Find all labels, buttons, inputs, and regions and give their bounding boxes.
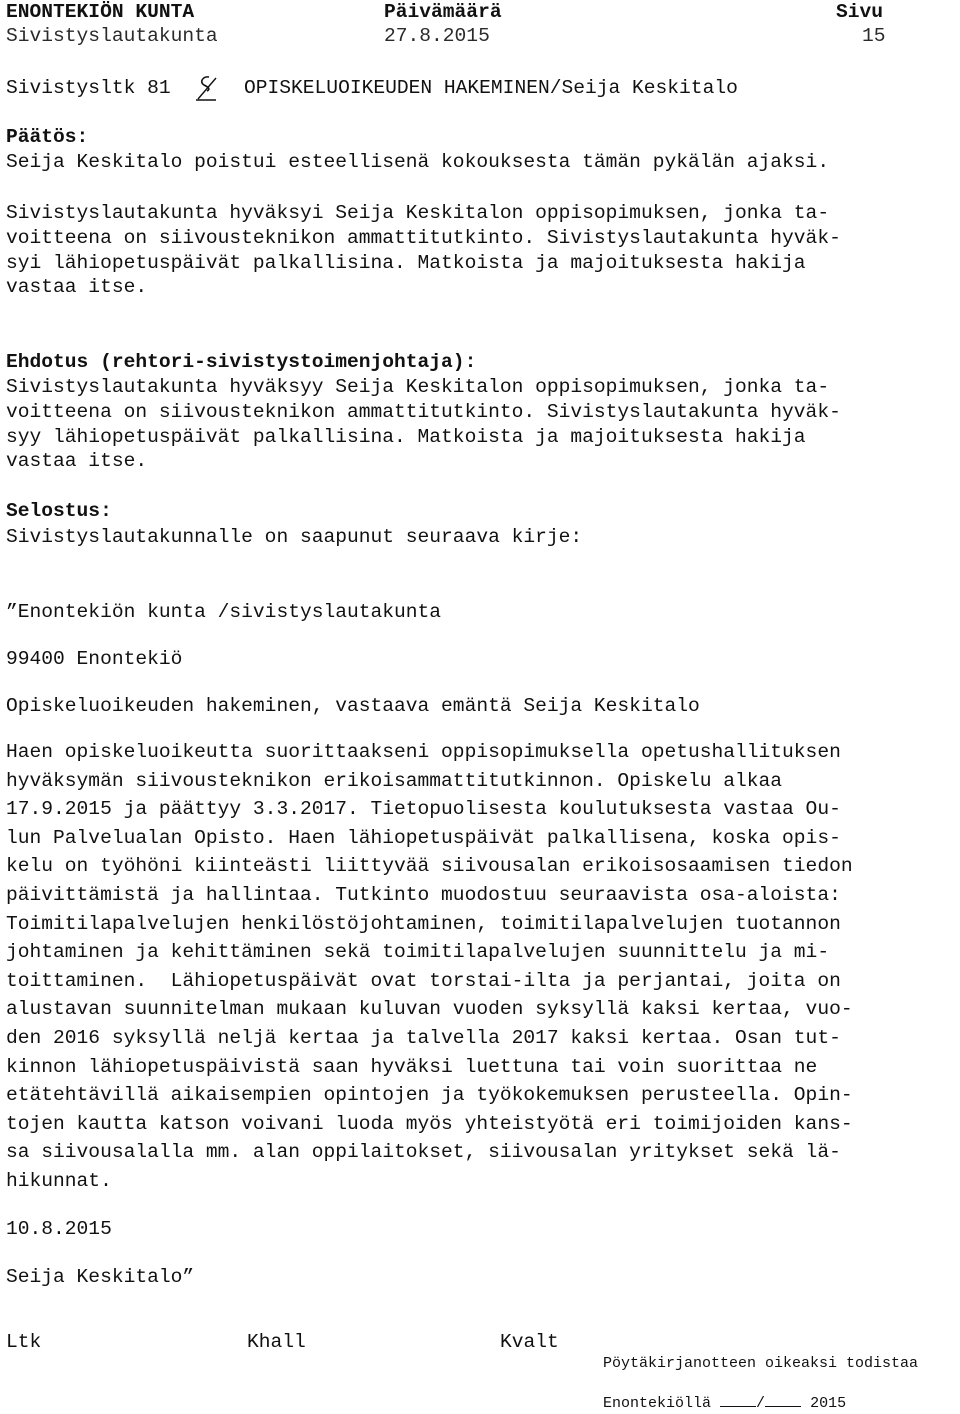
letter-line: lun Palvelualan Opisto. Haen lähiopetuspäivät palkallisena, koska opis- [6, 826, 841, 849]
decision-paragraph [6, 201, 841, 300]
proposal-label: Ehdotus (rehtori-sivistystoimenjohtaja): [6, 351, 477, 373]
footer-kvalt: Kvalt [500, 1331, 559, 1353]
letter-line: 17.9.2015 ja päättyy 3.3.2017. Tietopuolisesta koulutuksesta vastaa Ou- [6, 798, 841, 821]
letter-line: toittaminen. Lähiopetuspäivät ovat torstai-ilta ja perjantai, joita on [6, 969, 841, 992]
report-label: Selostus: [6, 500, 112, 522]
letter-signature: Seija Keskitalo” [6, 1266, 195, 1288]
letter-line: johtaminen ja kehittäminen sekä toimitilapalvelujen suunnittelu ja mi- [6, 941, 830, 964]
municipality-name: ENONTEKIÖN KUNTA [6, 1, 195, 23]
footer-ltk: Ltk [6, 1331, 42, 1353]
letter-subject: Opiskeluoikeuden hakeminen, vastaava emäntä Seija Keskitalo [6, 695, 700, 717]
decision-label: Päätös: [6, 126, 89, 148]
letter-line: den 2016 syksyllä neljä kertaa ja talvella 2017 kaksi kertaa. Osan tut- [6, 1026, 841, 1049]
letter-line: hyväksymän siivousteknikon erikoisammattitutkinnon. Opiskelu alkaa [6, 769, 783, 792]
letter-line: päivittämistä ja hallintaa. Tutkinto muodostuu seuraavista osa-aloista: [6, 883, 841, 906]
date-label: Päivämäärä [384, 1, 502, 23]
letter-date: 10.8.2015 [6, 1218, 112, 1240]
decision-line: vastaa itse. [6, 276, 148, 299]
proposal-line: vastaa itse. [6, 450, 148, 473]
letter-recipient: ”Enontekiön kunta /sivistyslautakunta [6, 601, 442, 623]
proposal-line: voitteena on siivousteknikon ammattitutkinto. Sivistyslautakunta hyväk- [6, 400, 841, 423]
day-blank [720, 1392, 756, 1407]
section-sign-icon [194, 74, 218, 102]
proposal-line: syy lähiopetuspäivät palkallisina. Matkoista ja majoituksesta hakija [6, 425, 806, 448]
report-intro: Sivistyslautakunnalle on saapunut seuraava kirje: [6, 526, 583, 548]
decision-line: Seija Keskitalo poistui esteellisenä kokouksesta tämän pykälän ajaksi. [6, 151, 830, 173]
letter-line: sa siivousalalla mm. alan oppilaitokset, siivousalan yritykset sekä lä- [6, 1141, 841, 1164]
footer-place-line [603, 1392, 846, 1413]
decision-line: Sivistyslautakunta hyväksyi Seija Keskitalon oppisopimuksen, jonka ta- [6, 202, 830, 224]
page-label: Sivu [836, 1, 884, 23]
item-title: OPISKELUOIKEUDEN HAKEMINEN/Seija Keskitalo [244, 77, 738, 99]
letter-postal: 99400 Enontekiö [6, 648, 183, 670]
letter-line: alustavan suunnitelman mukaan kuluvan vuoden syksyllä kaksi kertaa, vuo- [6, 998, 853, 1021]
footer-place: Enontekiöllä [603, 1395, 712, 1412]
letter-body [6, 738, 853, 1196]
board-name: Sivistyslautakunta [6, 25, 218, 47]
section-number: Sivistysltk 81 [6, 77, 171, 99]
letter-line: tojen kautta katson voivani luoda myös yhteistyötä eri toimijoiden kans- [6, 1112, 853, 1135]
letter-line: Toimitilapalvelujen henkilöstöjohtaminen, toimitilapalvelujen tuotannon [6, 912, 841, 935]
footer-khall: Khall [247, 1331, 306, 1353]
letter-line: kelu on työhöni kiinteästi liittyvää siivousalan erikoisosaamisen tiedon [6, 855, 853, 878]
letter-line: etätehtävillä aikaisempien opintojen ja työkokemuksen perusteella. Opin- [6, 1084, 853, 1107]
footer-year: 2015 [810, 1395, 847, 1412]
letter-line: kinnon lähiopetuspäivistä saan hyväksi luettuna tai voin suorittaa ne [6, 1055, 818, 1078]
month-blank [765, 1392, 801, 1407]
decision-line: syi lähiopetuspäivät palkallisina. Matkoista ja majoituksesta hakija [6, 251, 806, 274]
decision-line: voitteena on siivousteknikon ammattitutkinto. Sivistyslautakunta hyväk- [6, 226, 841, 249]
footer-certify: Pöytäkirjanotteen oikeaksi todistaa [603, 1355, 919, 1372]
footer-slash: / [756, 1395, 766, 1412]
proposal-line: Sivistyslautakunta hyväksyy Seija Keskitalon oppisopimuksen, jonka ta- [6, 376, 830, 398]
meeting-date: 27.8.2015 [384, 25, 490, 47]
letter-line: hikunnat. [6, 1169, 112, 1192]
page-number: 15 [862, 25, 886, 47]
proposal-paragraph [6, 375, 841, 474]
letter-line: Haen opiskeluoikeutta suorittaakseni oppisopimuksella opetushallituksen [6, 741, 841, 763]
